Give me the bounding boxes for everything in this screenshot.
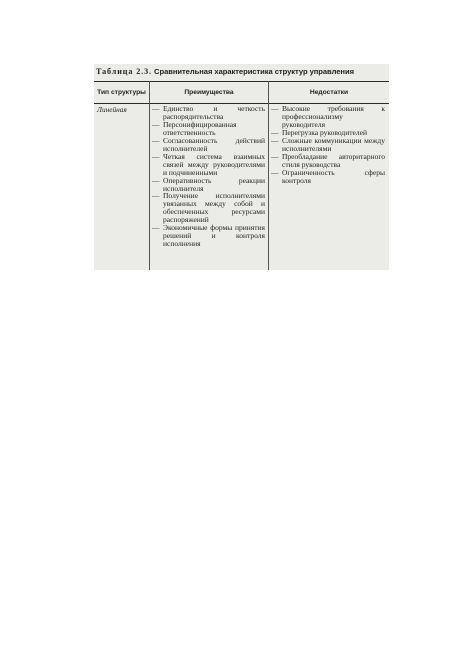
disadvantage-item: — Сложные коммуникации между исполнителями	[271, 137, 385, 153]
disadvantage-item: — Ограниченность сферы контроля	[271, 169, 385, 185]
disadvantage-item: — Высокие требования к профессионализму руководителя	[271, 105, 385, 129]
column-divider-2	[268, 81, 269, 270]
advantage-item: — Экономичные формы принятия решений и контроля исполнения	[152, 224, 265, 248]
table-caption	[96, 67, 388, 77]
disadvantages-list	[271, 105, 385, 185]
header-disadvantages: Недостатки	[309, 89, 349, 97]
disadvantage-item: — Перегрузка руководителей	[271, 129, 385, 137]
advantage-item: — Единство и четкость распорядительства	[152, 105, 265, 121]
header-advantages: Преимущества	[184, 89, 234, 97]
table-scan	[94, 64, 389, 270]
advantage-item: — Персонифицированная ответственность	[152, 121, 265, 137]
advantage-item: — Согласованность действий исполнителей	[152, 137, 265, 153]
header-structure-type: Тип структуры	[97, 89, 146, 97]
disadvantage-item: — Преобладание авторитарного стиля руководства	[271, 153, 385, 169]
advantage-item: — Четкая система взаимных связей между руководителями и подчиненными	[152, 153, 265, 177]
column-divider-1	[149, 81, 150, 270]
table-caption-label: Таблица 2.3.	[96, 67, 152, 76]
advantages-list	[152, 105, 265, 248]
top-rule	[94, 81, 389, 82]
table-caption-title: Сравнительная характеристика структур управления	[154, 67, 354, 76]
advantage-item: — Получение исполнителями увязанных между собой и обеспеченных ресурсами распоряжений	[152, 192, 265, 224]
row-structure-type: Линейная	[97, 105, 127, 114]
advantage-item: — Оперативность реакции исполнителя	[152, 177, 265, 193]
